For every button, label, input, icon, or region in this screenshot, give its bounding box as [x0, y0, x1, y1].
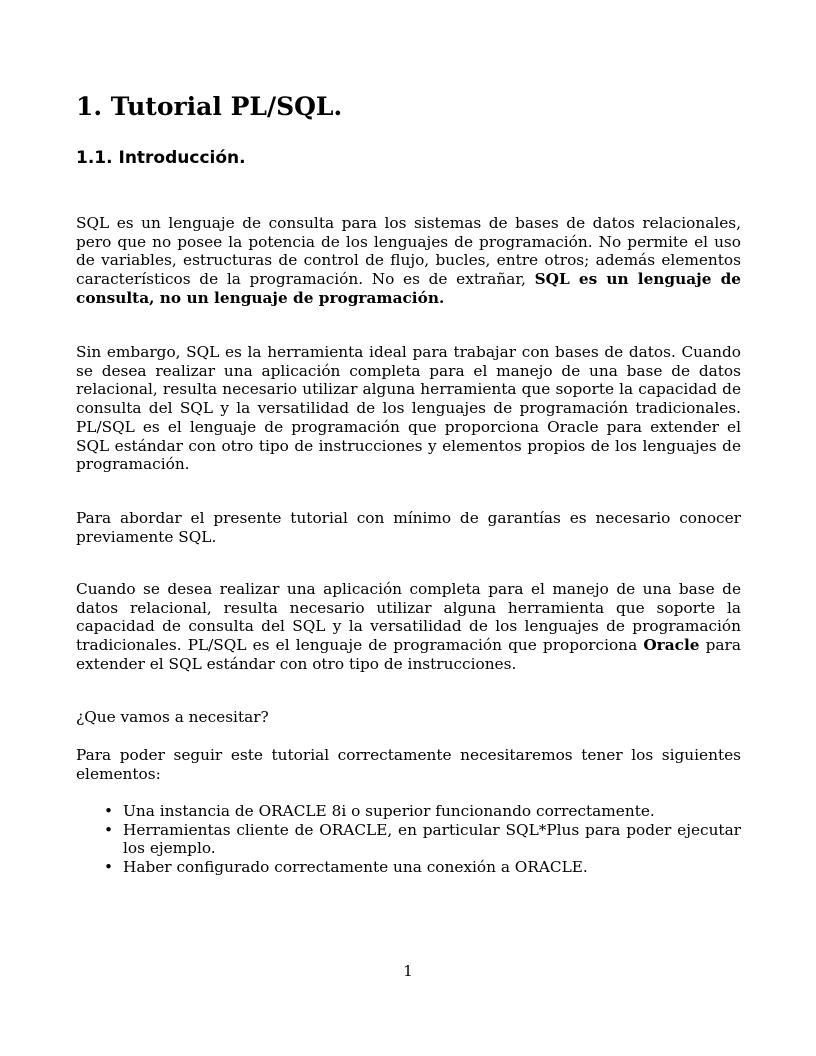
paragraph-prerequisites: Para abordar el presente tutorial con mínimo de garantías es necesario conocer previamente SQL.: [76, 509, 741, 546]
paragraph-text-tail: para extender el SQL estándar con otro tipo de instrucciones.: [76, 636, 741, 673]
page-title: 1. Tutorial PL/SQL.: [76, 92, 343, 121]
list-item: [76, 802, 741, 821]
bullet-icon: •: [104, 858, 114, 877]
list-item: [76, 821, 741, 858]
paragraph-text: Cuando se desea realizar una aplicación completa para el manejo de una base de datos relacional, resulta necesario utilizar alguna herramienta que soporte la capacidad de consulta del SQL y la versatilidad de los lenguajes de programación tradicionales. PL/SQL es el lenguaje de programación que proporciona: [76, 580, 741, 655]
bullet-icon: •: [104, 820, 114, 839]
list-item-text: Haber configurado correctamente una conexión a ORACLE.: [123, 858, 588, 877]
paragraph-text: SQL es un lenguaje de consulta para los sistemas de bases de datos relacionales, pero que no posee la potencia de los lenguajes de programación. No permite el uso de variables, estructuras de control de flujo, bucles, entre otros; además elementos característicos de la programación. No es de extrañar,: [76, 214, 741, 289]
paragraph-bold-text: Oracle: [643, 636, 700, 655]
paragraph-intro: [76, 214, 741, 308]
section-heading: 1.1. Introducción.: [76, 148, 246, 168]
requirements-list: [76, 802, 741, 877]
list-item: [76, 858, 741, 877]
paragraph-plsql: Sin embargo, SQL es la herramienta ideal para trabajar con bases de datos. Cuando se desea realizar una aplicación completa para el manejo de una base de datos relacional, resulta necesario utilizar alguna herramienta que soporte la capacidad de consulta del SQL y la versatilidad de los lenguajes de programación tradicionales. PL/SQL es el lenguaje de programación que proporciona Oracle para extender el SQL estándar con otro tipo de instrucciones y elementos propios de los lenguajes de programación.: [76, 343, 741, 474]
paragraph-bold-text: SQL es un lenguaje de consulta, no un lenguaje de programación.: [76, 270, 742, 307]
paragraph-question: ¿Que vamos a necesitar?: [76, 708, 269, 726]
paragraph-requirements-intro: Para poder seguir este tutorial correctamente necesitaremos tener los siguientes elementos:: [76, 746, 741, 783]
list-item-text: Una instancia de ORACLE 8i o superior funcionando correctamente.: [123, 802, 655, 820]
list-item-text: Herramientas cliente de ORACLE, en particular SQL*Plus para poder ejecutar los ejemplo.: [123, 820, 741, 858]
bullet-icon: •: [104, 802, 114, 820]
page-number: 1: [403, 962, 413, 980]
paragraph-oracle: [76, 580, 741, 674]
